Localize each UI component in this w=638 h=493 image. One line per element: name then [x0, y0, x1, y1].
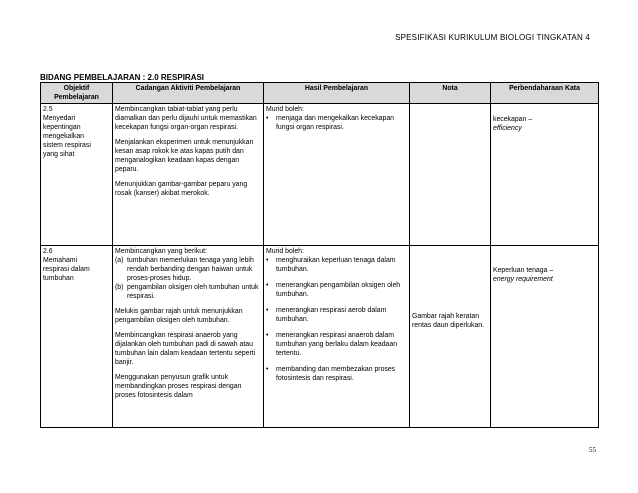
vocabulary-cell	[491, 246, 599, 428]
objective-line: mengekalkan	[43, 133, 84, 140]
note-text: Gambar rajah keratan rentas daun diperlukan.	[412, 313, 485, 329]
activities-cell	[113, 246, 264, 428]
list-marker: (b)	[115, 284, 124, 291]
outcomes-intro: Murid boleh:	[266, 248, 304, 255]
outcomes-cell	[264, 104, 410, 246]
objective-line: Memahami	[43, 257, 78, 264]
activity-paragraph: Menunjukkan gambar-gambar peparu yang rosak (kanser) akibat merokok.	[115, 181, 248, 197]
outcome-item	[266, 256, 407, 274]
bullet-icon: •	[266, 332, 269, 339]
objective-cell	[41, 246, 113, 428]
outcome-text: menjaga dan mengekalkan kecekapan fungsi organ respirasi.	[276, 115, 394, 131]
objective-line: sistem respirasi	[43, 142, 91, 149]
activity-list-item	[115, 256, 261, 283]
outcome-text: membanding dan membezakan proses fotosintesis dan respirasi.	[276, 366, 396, 382]
vocabulary-term: Keperluan tenaga –	[493, 267, 554, 274]
activity-list-text: pengambilan oksigen oleh tumbuhan untuk respirasi.	[127, 284, 259, 300]
objective-line: tumbuhan	[43, 275, 74, 282]
table-row	[41, 104, 599, 246]
list-marker: (a)	[115, 257, 124, 264]
table-row	[41, 246, 599, 428]
column-header-objective: Objektif Pembelajaran	[41, 83, 113, 104]
notes-cell	[410, 246, 491, 428]
activity-paragraph: Membincangkan tabiat-tabiat yang perlu diamalkan dan perlu dijauhi untuk memastikan kecekapan fungsi organ-organ respirasi.	[115, 106, 257, 131]
objective-line: yang sihat	[43, 151, 75, 158]
bullet-icon: •	[266, 282, 269, 289]
outcome-text: menghuraikan keperluan tenaga dalam tumbuhan.	[276, 257, 396, 273]
outcomes-intro: Murid boleh:	[266, 106, 304, 113]
outcome-item	[266, 331, 407, 358]
page-number: 55	[589, 446, 596, 454]
outcome-text: menerangkan respirasi aerob dalam tumbuhan.	[276, 307, 387, 323]
outcome-item	[266, 306, 407, 324]
objective-cell	[41, 104, 113, 246]
objective-line: respirasi dalam	[43, 266, 90, 273]
table-header-row	[41, 83, 599, 104]
activity-paragraph: Melukis gambar rajah untuk menunjukkan pengambilan oksigen oleh tumbuhan.	[115, 308, 243, 324]
section-title: BIDANG PEMBELAJARAN : 2.0 RESPIRASI	[40, 73, 205, 82]
outcomes-cell	[264, 246, 410, 428]
column-header-notes: Nota	[410, 83, 491, 104]
curriculum-table	[40, 82, 599, 428]
outcome-item	[266, 365, 407, 383]
activity-paragraph: Membincangkan respirasi anaerob yang dijalankan oleh tumbuhan padi di sawah atau tumbuhan lain dalam keadaan tertentu seperti banjir.	[115, 332, 256, 366]
column-header-vocabulary: Perbendaharaan Kata	[491, 83, 599, 104]
bullet-icon: •	[266, 115, 269, 122]
vocabulary-english: energy requirement	[493, 276, 553, 283]
outcome-item	[266, 114, 407, 132]
notes-cell	[410, 104, 491, 246]
outcome-item	[266, 281, 407, 299]
vocabulary-cell	[491, 104, 599, 246]
bullet-icon: •	[266, 307, 269, 314]
outcome-text: menerangkan respirasi anaerob dalam tumbuhan yang berlaku dalam keadaan tertentu.	[276, 332, 398, 357]
activity-paragraph: Menjalankan eksperimen untuk menunjukkan kesan asap rokok ke atas kapas putih dan menganalogikan keadaan kapas dengan peparu.	[115, 139, 254, 173]
column-header-outcomes: Hasil Pembelajaran	[264, 83, 410, 104]
vocabulary-english: efficiency	[493, 125, 522, 132]
objective-line: Menyedari	[43, 115, 76, 122]
outcome-text: menerangkan pengambilan oksigen oleh tumbuhan.	[276, 282, 401, 298]
activity-list-text: tumbuhan memerlukan tenaga yang lebih rendah berbanding dengan haiwan untuk proses-proses hidup.	[127, 257, 254, 282]
activity-paragraph: Menggunakan penyusun grafik untuk membandingkan proses respirasi dengan proses fotosintesis dalam	[115, 374, 242, 399]
document-header: SPESIFIKASI KURIKULUM BIOLOGI TINGKATAN 4	[395, 33, 590, 42]
activity-list-item	[115, 283, 261, 301]
objective-line: kepentingan	[43, 124, 81, 131]
activities-intro: Membincangkan yang berikut:	[115, 248, 207, 255]
column-header-activities: Cadangan Aktiviti Pembelajaran	[113, 83, 264, 104]
bullet-icon: •	[266, 366, 269, 373]
activities-cell	[113, 104, 264, 246]
bullet-icon: •	[266, 257, 269, 264]
objective-number: 2.6	[43, 248, 53, 255]
vocabulary-term: kecekapan –	[493, 116, 533, 123]
objective-number: 2.5	[43, 106, 53, 113]
